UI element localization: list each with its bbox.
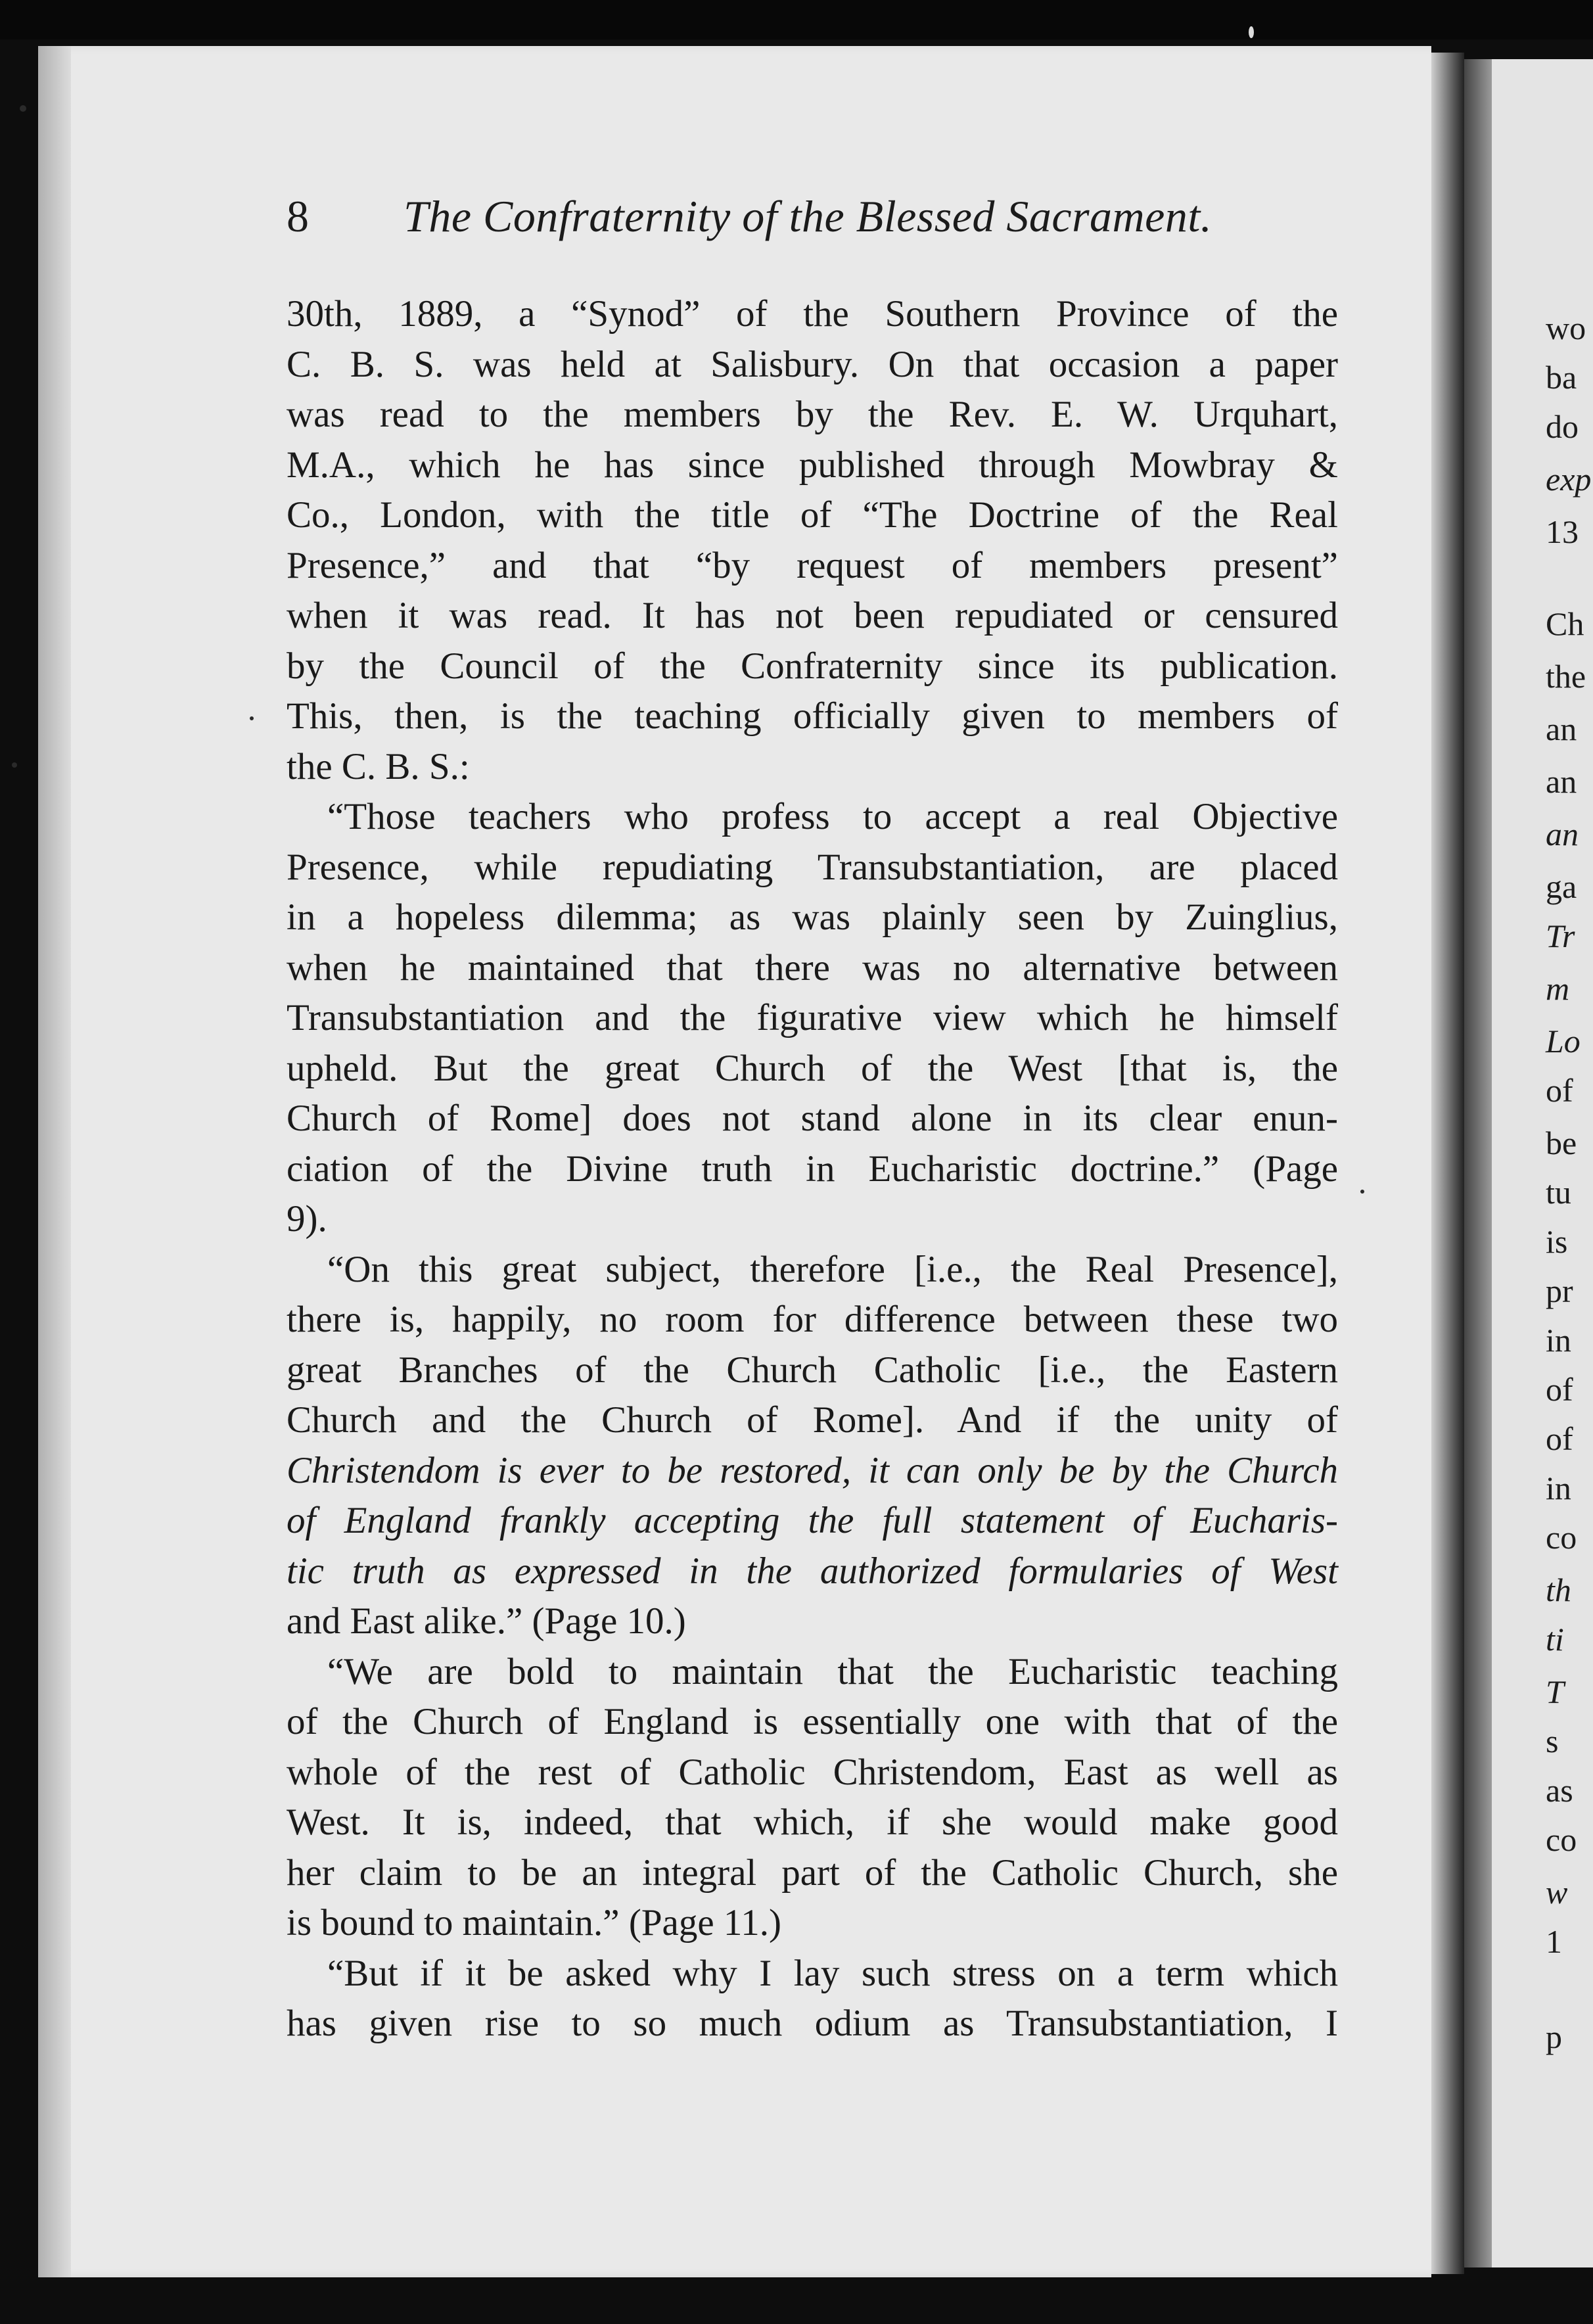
- quote-line: “On this great subject, therefore [i.e., the Real Presence],: [327, 1248, 1338, 1290]
- text-line: when it was read. It has not been repudiated or censured: [287, 595, 1338, 636]
- quote-line: is bound to maintain.” (Page 11.): [287, 1902, 781, 1943]
- quote-line-emphasis: of England frankly accepting the full statement of Eucharis-: [287, 1500, 1338, 1541]
- fragment: in: [1546, 1470, 1571, 1506]
- text-line: was read to the members by the Rev. E. W. Urquhart,: [287, 394, 1338, 435]
- body-text: [287, 289, 1338, 2049]
- quote-line: has given rise to so much odium as Transubstantiation, I: [287, 2003, 1338, 2044]
- quote-line: West. It is, indeed, that which, if she would make good: [287, 1801, 1338, 1843]
- running-header: [287, 191, 1338, 250]
- fragment: 1: [1546, 1923, 1562, 1960]
- fragment: p: [1546, 2018, 1562, 2055]
- scan-speck: [12, 762, 17, 768]
- fragment: exp: [1546, 461, 1592, 498]
- fragment: co: [1546, 1519, 1577, 1556]
- quote-line: when he maintained that there was no alternative between: [287, 946, 1338, 988]
- page-gutter: [1431, 53, 1464, 2274]
- fragment: ti: [1546, 1621, 1564, 1658]
- fragment: pr: [1546, 1272, 1573, 1309]
- fragment: w: [1546, 1874, 1568, 1911]
- scan-speck: [1360, 1190, 1364, 1194]
- text-line: M.A., which he has since published through Mowbray &: [287, 444, 1338, 486]
- text-line: C. B. S. was held at Salisbury. On that occasion a paper: [287, 343, 1338, 385]
- fragment: Lo: [1546, 1023, 1581, 1059]
- quote-line: of the Church of England is essentially one with that of the: [287, 1701, 1338, 1742]
- quote-line: her claim to be an integral part of the Catholic Church, she: [287, 1851, 1338, 1894]
- page-number: 8: [287, 191, 309, 241]
- quote-line: Church of Rome] does not stand alone in its clear enun-: [287, 1098, 1338, 1139]
- scan-speck: [250, 716, 254, 720]
- fragment: in: [1546, 1322, 1571, 1359]
- fragment: of: [1546, 1371, 1573, 1408]
- fragment: T: [1546, 1673, 1564, 1710]
- fragment: ba: [1546, 359, 1577, 396]
- fragment: wo: [1546, 310, 1586, 346]
- quote-line: 9).: [287, 1198, 327, 1240]
- fragment: an: [1546, 816, 1579, 852]
- fragment: tu: [1546, 1174, 1571, 1211]
- text-line: 30th, 1889, a “Synod” of the Southern Province of the: [287, 293, 1338, 335]
- quote-line: “Those teachers who profess to accept a real Objective: [327, 796, 1338, 837]
- text-line: Co., London, with the title of “The Doctrine of the Real: [287, 494, 1338, 536]
- fragment: 13: [1546, 513, 1579, 550]
- fragment: Tr: [1546, 918, 1575, 954]
- quote-line: “But if it be asked why I lay such stress on a term which: [327, 1952, 1338, 1994]
- quote-line-emphasis: tic truth as expressed in the authorized formularies of West: [287, 1550, 1338, 1592]
- quote-line: upheld. But the great Church of the West [that is, the: [287, 1047, 1338, 1089]
- scan-speck: [20, 105, 26, 112]
- quote-line: great Branches of the Church Catholic [i.e., the Eastern: [287, 1349, 1338, 1391]
- text-line: the C. B. S.:: [287, 745, 470, 787]
- quote-line-emphasis: Christendom is ever to be restored, it can only be by the Church: [287, 1449, 1338, 1491]
- page-binding-shadow: [38, 46, 71, 2277]
- fragment: an: [1546, 710, 1577, 747]
- quote-line: Transubstantiation and the figurative view which he himself: [287, 997, 1338, 1038]
- scan-speck: [1249, 26, 1254, 38]
- text-line: This, then, is the teaching officially given to members of: [287, 695, 1338, 737]
- fragment: s: [1546, 1723, 1559, 1759]
- fragment: is: [1546, 1223, 1568, 1260]
- fragment: an: [1546, 763, 1577, 800]
- quote-line: there is, happily, no room for difference between these two: [287, 1299, 1338, 1340]
- text-line: by the Council of the Confraternity since its publication.: [287, 645, 1338, 687]
- fragment: do: [1546, 408, 1579, 445]
- quote-line: ciation of the Divine truth in Eucharistic doctrine.” (Page: [287, 1148, 1338, 1190]
- facing-page-shadow: [1464, 59, 1492, 2267]
- fragment: Ch: [1546, 605, 1584, 642]
- quote-line: Presence, while repudiating Transubstantiation, are placed: [287, 846, 1338, 888]
- quote-line: “We are bold to maintain that the Eucharistic teaching: [327, 1650, 1338, 1692]
- quote-line: and East alike.” (Page 10.): [287, 1600, 686, 1642]
- quote-line: Church and the Church of Rome]. And if the unity of: [287, 1399, 1338, 1441]
- fragment: of: [1546, 1072, 1573, 1109]
- quote-line: in a hopeless dilemma; as was plainly seen by Zuinglius,: [287, 896, 1338, 938]
- fragment: as: [1546, 1772, 1573, 1809]
- fragment: of: [1546, 1420, 1573, 1457]
- quote-line: whole of the rest of Catholic Christendom, East as well as: [287, 1751, 1338, 1793]
- fragment: ga: [1546, 868, 1577, 905]
- fragment: the: [1546, 658, 1586, 695]
- fragment: m: [1546, 970, 1570, 1007]
- fragment: co: [1546, 1821, 1577, 1858]
- text-line: Presence,” and that “by request of members present”: [287, 544, 1338, 586]
- fragment: th: [1546, 1571, 1571, 1608]
- running-title: The Confraternity of the Blessed Sacrament.: [404, 191, 1212, 241]
- scan-border: [0, 0, 1593, 39]
- fragment: be: [1546, 1125, 1577, 1161]
